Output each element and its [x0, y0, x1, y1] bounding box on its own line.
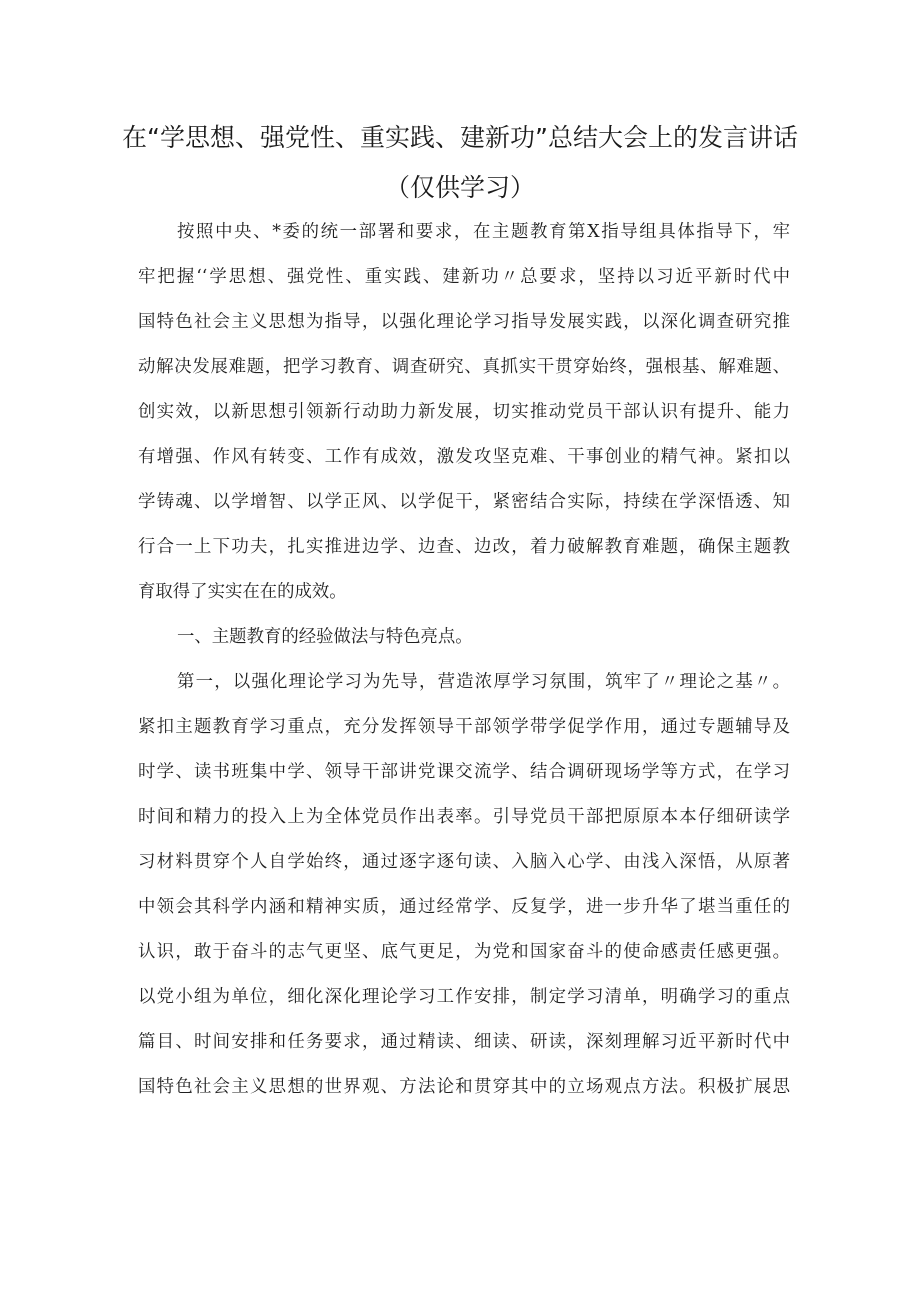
paragraph-line: 牢把握‘‘学思想、强党性、重实践、建新功〃总要求，坚持以习近平新时代中: [138, 267, 790, 287]
paragraph-line: 认识，敢于奋斗的志气更坚、底气更足，为党和国家奋斗的使命感责任感更强。: [138, 942, 790, 962]
paragraph-line: 动解决发展难题，把学习教育、调查研究、真抓实干贯穿始终，强根基、解难题、: [138, 357, 790, 377]
paragraph-line: 第一，以强化理论学习为先导，营造浓厚学习氛围，筑牢了〃理论之基〃。: [177, 672, 790, 692]
paragraph-line: 按照中央、*委的统一部署和要求，在主题教育第X指导组具体指导下，牢: [177, 222, 790, 242]
section-heading: 一、主题教育的经验做法与特色亮点。: [177, 627, 473, 647]
paragraph-line: 有增强、作风有转变、工作有成效，激发攻坚克难、干事创业的精气神。紧扣以: [138, 447, 790, 467]
paragraph-line: 时学、读书班集中学、领导干部讲党课交流学、结合调研现场学等方式，在学习: [138, 762, 790, 782]
paragraph-line: 创实效，以新思想引领新行动助力新发展，切实推动党员干部认识有提升、能力: [138, 402, 790, 422]
document-title: 在“学思想、强党性、重实践、建新功”总结大会上的发言讲话: [122, 123, 798, 152]
paragraph-line: 国特色社会主义思想为指导，以强化理论学习指导发展实践，以深化调查研究推: [138, 312, 790, 332]
paragraph-line: 中领会其科学内涵和精神实质，通过经常学、反复学，进一步升华了堪当重任的: [138, 897, 790, 917]
paragraph-line: 紧扣主题教育学习重点，充分发挥领导干部领学带学促学作用，通过专题辅导及: [138, 717, 790, 737]
paragraph-line: 育取得了实实在在的成效。: [138, 582, 347, 602]
paragraph-line: 行合一上下功夫，扎实推进边学、边查、边改，着力破解教育难题，确保主题教: [138, 537, 790, 557]
paragraph-line: 国特色社会主义思想的世界观、方法论和贯穿其中的立场观点方法。积极扩展思: [138, 1077, 790, 1097]
document-subtitle: （仅供学习）: [384, 173, 535, 202]
paragraph-line: 学铸魂、以学增智、以学正风、以学促干，紧密结合实际，持续在学深悟透、知: [138, 492, 790, 512]
paragraph-line: 篇目、时间安排和任务要求，通过精读、细读、研读，深刻理解习近平新时代中: [138, 1032, 790, 1052]
paragraph-line: 时间和精力的投入上为全体党员作出表率。引导党员干部把原原本本仔细研读学: [138, 807, 790, 827]
paragraph-line: 以党小组为单位，细化深化理论学习工作安排，制定学习清单，明确学习的重点: [138, 987, 790, 1007]
paragraph-line: 习材料贯穿个人自学始终，通过逐字逐句读、入脑入心学、由浅入深悟，从原著: [138, 852, 790, 872]
